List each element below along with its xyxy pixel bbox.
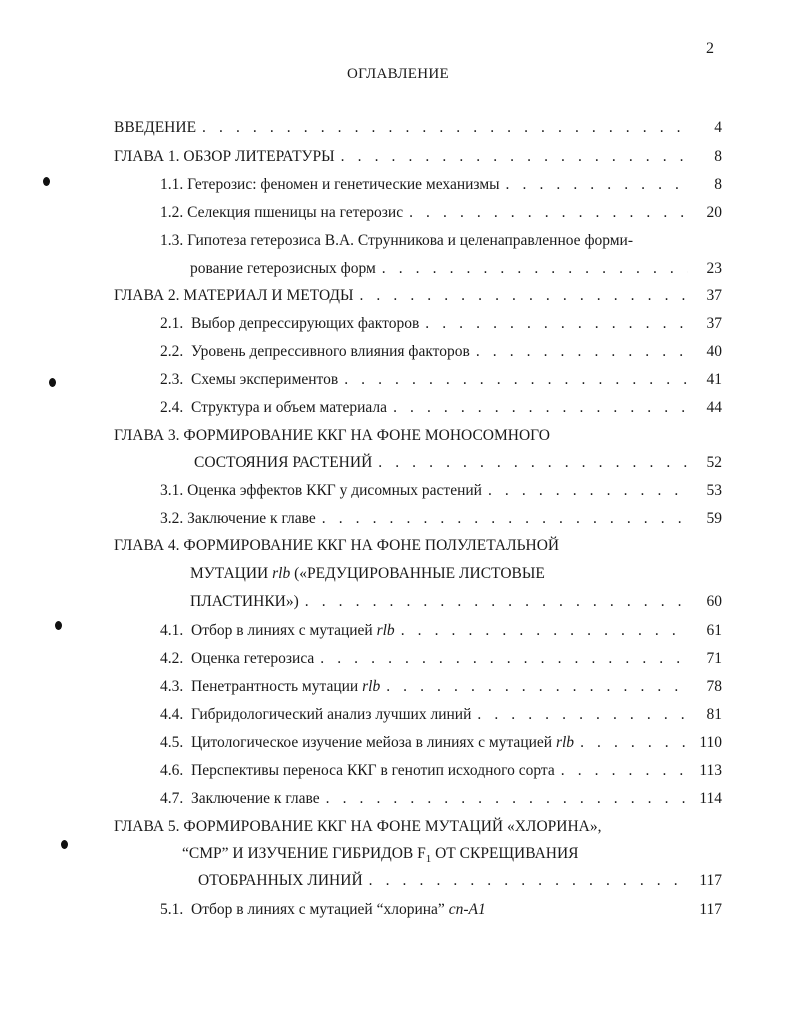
- toc-entry-label-continued: ПЛАСТИНКИ»): [190, 593, 299, 610]
- toc-entry-subscript: 1: [425, 853, 432, 866]
- toc-entry-chapter-4-line1[interactable]: [114, 535, 559, 557]
- toc-leader-dots: [326, 788, 688, 810]
- toc-leader-dots: [477, 704, 688, 726]
- toc-entry-4-4[interactable]: [160, 704, 722, 726]
- toc-entry-page: 117: [699, 901, 722, 918]
- toc-entry-4-6[interactable]: [160, 760, 722, 782]
- toc-entry-label: Выбор депрессирующих факторов: [191, 315, 420, 332]
- toc-entry-number: 4.5.: [160, 734, 184, 751]
- toc-entry-number: 2.2.: [160, 343, 184, 360]
- toc-entry-label: ГЛАВА 2. МАТЕРИАЛ И МЕТОДЫ: [114, 287, 354, 304]
- toc-leader-dots: [382, 258, 688, 280]
- toc-entry-label-continued: СОСТОЯНИЯ РАСТЕНИЙ: [194, 454, 373, 471]
- toc-entry-3-2[interactable]: [160, 508, 722, 530]
- toc-leader-dots: [322, 508, 688, 530]
- toc-entry-label-continued: ОТ СКРЕЩИВАНИЯ: [431, 845, 579, 862]
- toc-entry-label: Оценка гетерозиса: [191, 650, 315, 667]
- toc-entry-label-italic: cn-A1: [448, 901, 486, 918]
- toc-entry-page: 52: [706, 454, 722, 471]
- toc-entry-4-2[interactable]: [160, 648, 722, 670]
- toc-entry-page: 110: [699, 734, 722, 751]
- toc-entry-page: 117: [699, 872, 722, 889]
- page-number: 2: [706, 40, 714, 57]
- toc-entry-chapter-5[interactable]: [198, 870, 722, 892]
- toc-entry-label: Структура и объем материала: [191, 399, 388, 416]
- toc-entry-number: 1.1.: [160, 176, 184, 193]
- toc-entry-chapter-3-line1[interactable]: [114, 425, 550, 447]
- toc-entry-number: 4.2.: [160, 650, 184, 667]
- toc-entry-2-1[interactable]: [160, 313, 722, 335]
- toc-entry-label-italic: rlb: [362, 678, 381, 695]
- toc-entry-introduction[interactable]: [114, 117, 722, 139]
- toc-entry-page: 61: [706, 622, 722, 639]
- toc-entry-page: 53: [706, 482, 722, 499]
- toc-entry-label: Перспективы переноса ККГ в генотип исходного сорта: [191, 762, 555, 779]
- toc-entry-label: Оценка эффектов ККГ у дисомных растений: [187, 482, 482, 499]
- toc-entry-label: Схемы экспериментов: [191, 371, 339, 388]
- toc-entry-number: 1.2.: [160, 204, 184, 221]
- toc-entry-page: 78: [706, 678, 722, 695]
- toc-entry-label-continued: ОТОБРАННЫХ ЛИНИЙ: [198, 872, 363, 889]
- toc-entry-page: 4: [714, 119, 722, 136]
- toc-entry-page: 37: [706, 315, 722, 332]
- toc-entry-label: Отбор в линиях с мутацией “хлорина” cn-A1: [191, 901, 486, 918]
- toc-entry-chapter-5-line1[interactable]: [114, 816, 601, 838]
- toc-entry-page: 41: [706, 371, 722, 388]
- toc-entry-label: ВВЕДЕНИЕ: [114, 119, 197, 136]
- toc-leader-dots: [580, 732, 688, 754]
- toc-entry-label: ГЛАВА 3. ФОРМИРОВАНИЕ ККГ НА ФОНЕ МОНОСОМНОГО: [114, 427, 550, 444]
- toc-leader-dots: [369, 870, 688, 892]
- binder-speck: [61, 840, 68, 849]
- toc-entry-page: 37: [706, 287, 722, 304]
- toc-entry-label: Заключение к главе: [191, 790, 320, 807]
- toc-entry-number: 2.3.: [160, 371, 184, 388]
- toc-entry-label: Гипотеза гетерозиса В.А. Струнникова и целенаправленное форми-: [187, 232, 634, 249]
- toc-leader-dots: [202, 117, 688, 139]
- toc-entry-label: ГЛАВА 4. ФОРМИРОВАНИЕ ККГ НА ФОНЕ ПОЛУЛЕТАЛЬНОЙ: [114, 537, 560, 554]
- toc-entry-label-italic: rlb: [272, 565, 291, 582]
- toc-entry-page: 60: [706, 593, 722, 610]
- toc-leader-dots: [305, 591, 688, 613]
- toc-entry-2-2[interactable]: [160, 341, 722, 363]
- toc-leader-dots: [386, 676, 688, 698]
- toc-entry-page: 114: [699, 790, 722, 807]
- toc-entry-chapter-4[interactable]: [190, 591, 722, 613]
- toc-entry-2-4[interactable]: [160, 397, 722, 419]
- toc-entry-page: 40: [706, 343, 722, 360]
- toc-entry-label: Гибридологический анализ лучших линий: [191, 706, 472, 723]
- toc-entry-1-2[interactable]: [160, 202, 722, 224]
- toc-leader-dots: [344, 369, 688, 391]
- toc-entry-4-3[interactable]: [160, 676, 722, 698]
- toc-entry-label: ГЛАВА 1. ОБЗОР ЛИТЕРАТУРЫ: [114, 148, 335, 165]
- toc-entry-chapter-3[interactable]: [194, 452, 722, 474]
- binder-speck: [55, 621, 62, 630]
- toc-entry-3-1[interactable]: [160, 480, 722, 502]
- toc-entry-chapter-1[interactable]: [114, 146, 722, 168]
- toc-entry-label: Селекция пшеницы на гетерозис: [187, 204, 404, 221]
- toc-entry-page: 44: [706, 399, 722, 416]
- toc-entry-number: 2.4.: [160, 399, 184, 416]
- binder-speck: [49, 378, 56, 387]
- toc-leader-dots: [488, 480, 688, 502]
- toc-entry-number: 2.1.: [160, 315, 184, 332]
- toc-leader-dots: [409, 202, 688, 224]
- toc-entry-page: 8: [714, 176, 722, 193]
- toc-entry-2-3[interactable]: [160, 369, 722, 391]
- toc-entry-chapter-5-line2[interactable]: [182, 843, 579, 865]
- toc-entry-page: 23: [706, 260, 722, 277]
- toc-entry-number: 3.1.: [160, 482, 184, 499]
- toc-entry-number: 4.1.: [160, 622, 184, 639]
- toc-entry-page: 8: [714, 148, 722, 165]
- toc-leader-dots: [341, 146, 688, 168]
- toc-entry-label: Заключение к главе: [187, 510, 316, 527]
- toc-entry-number: 4.3.: [160, 678, 184, 695]
- toc-entry-label-italic: rlb: [555, 734, 575, 751]
- toc-leader-dots: [476, 341, 688, 363]
- toc-entry-label-italic: rlb: [376, 622, 395, 639]
- toc-entry-page: 20: [706, 204, 722, 221]
- toc-entry-number: 4.4.: [160, 706, 184, 723]
- toc-entry-label-continued: рование гетерозисных форм: [190, 260, 376, 277]
- binder-speck: [43, 177, 50, 186]
- toc-entry-chapter-2[interactable]: [114, 285, 722, 307]
- toc-entry-number: 4.6.: [160, 762, 184, 779]
- toc-entry-label-continued: “СМР” И ИЗУЧЕНИЕ ГИБРИДОВ F: [182, 845, 426, 862]
- toc-entry-1-3[interactable]: [190, 258, 722, 280]
- toc-title: ОГЛАВЛЕНИЕ: [347, 66, 449, 82]
- toc-entry-number: 1.3.: [160, 232, 184, 249]
- toc-entry-1-1[interactable]: [160, 174, 722, 196]
- toc-leader-dots: [359, 285, 688, 307]
- toc-entry-page: 59: [706, 510, 722, 527]
- toc-entry-label: Гетерозис: феномен и генетические механизмы: [187, 176, 500, 193]
- toc-entry-page: 81: [706, 706, 722, 723]
- toc-entry-number: 4.7.: [160, 790, 184, 807]
- toc-entry-label: Цитологическое изучение мейоза в линиях с мутацией rlb: [191, 734, 575, 751]
- toc-leader-dots: [425, 313, 688, 335]
- toc-entry-label-continued: МУТАЦИИ: [190, 565, 273, 582]
- toc-entry-label: Пенетрантность мутации rlb: [191, 678, 381, 695]
- toc-entry-page: 71: [706, 650, 722, 667]
- toc-leader-dots: [378, 452, 688, 474]
- toc-leader-dots: [401, 620, 688, 642]
- toc-leader-dots: [320, 648, 688, 670]
- toc-entry-label-continued: («РЕДУЦИРОВАННЫЕ ЛИСТОВЫЕ: [290, 565, 545, 582]
- toc-entry-label: ГЛАВА 5. ФОРМИРОВАНИЕ ККГ НА ФОНЕ МУТАЦИЙ «ХЛОРИНА»,: [114, 818, 602, 835]
- toc-entry-label: Отбор в линиях с мутацией rlb: [191, 622, 395, 639]
- toc-entry-label: Уровень депрессивного влияния факторов: [191, 343, 470, 360]
- toc-leader-dots: [506, 174, 688, 196]
- toc-entry-page: 113: [699, 762, 722, 779]
- toc-entry-chapter-4-line2[interactable]: [190, 563, 545, 585]
- toc-entry-1-3-line1[interactable]: [160, 230, 633, 252]
- toc-entry-4-1[interactable]: [160, 620, 722, 642]
- toc-entry-4-7[interactable]: [160, 788, 722, 810]
- toc-entry-5-1[interactable]: [160, 899, 722, 921]
- toc-entry-number: 5.1.: [160, 901, 184, 918]
- toc-leader-dots: [561, 760, 688, 782]
- toc-entry-4-5[interactable]: [160, 732, 722, 754]
- toc-leader-dots: [393, 397, 688, 419]
- toc-entry-number: 3.2.: [160, 510, 184, 527]
